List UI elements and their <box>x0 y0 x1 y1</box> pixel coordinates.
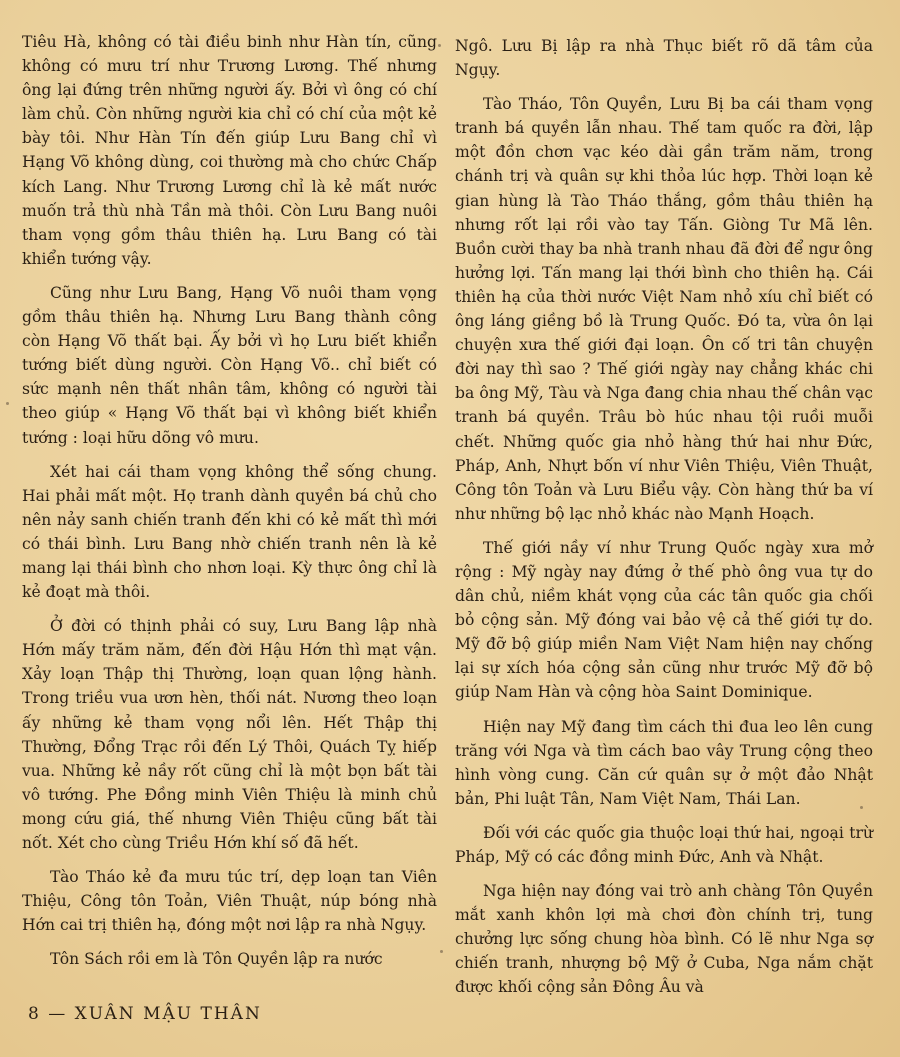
paragraph: Thế giới nầy ví như Trung Quốc ngày xưa mở rộng : Mỹ ngày nay đứng ở thế phò ông vua tự do dân chủ, niềm khát vọng của các tân quốc gia chối bỏ cộng sản. Mỹ đóng vai bảo vệ cả thế giới tự do. Mỹ đỡ bộ giúp miền Nam Việt Nam hiện nay chống lại sự xích hóa cộng sản cũng như trước Mỹ đỡ bộ giúp Nam Hàn và cộng hòa Saint Dominique. <box>455 538 873 702</box>
paragraph: Ở đời có thịnh phải có suy, Lưu Bang lập nhà Hớn mấy trăm năm, đến đời Hậu Hớn thì mạt vận. Xảy loạn Thập thị Thường, loạn quan lộng hành. Trong triều vua ươn hèn, thối nát. Nương theo loạn ấy những kẻ tham vọng nổi lên. Hết Thập thị Thường, Đổng Trạc rồi đến Lý Thôi, Quách Tỵ hiếp vua. Những kẻ nầy rốt cũng chỉ là một bọn bất tài vô tướng. Phe Đồng minh Viên Thiệu là minh chủ mong cứu giá, thế nhưng Viên Thiệu cũng bất tài nốt. Xét cho cùng Triều Hớn khí số đã hết. <box>22 617 437 852</box>
paragraph: Xét hai cái tham vọng không thể sống chung. Hai phải mất một. Họ tranh dành quyền bá chủ cho nên nảy sanh chiến tranh đến khi có kẻ mất thì mới có thái bình. Lưu Bang nhờ chiến tranh nên là kẻ mang lại thái bình cho nhơn loại. Kỳ thực ông chỉ là kẻ đoạt mà thôi. <box>22 462 437 602</box>
paper-speck <box>438 44 441 47</box>
paragraph: Cũng như Lưu Bang, Hạng Võ nuôi tham vọng gồm thâu thiên hạ. Nhưng Lưu Bang thành công còn Hạng Võ thất bại. Ấy bởi vì họ Lưu biết khiển tướng biết dùng người. Còn Hạng Võ.. chỉ biết có sức mạnh nên thất nhân tâm, không có người tài theo giúp « Hạng Võ thất bại vì không biết khiển tướng : loại hữu dõng vô mưu. <box>22 283 437 447</box>
paragraph: Tào Tháo, Tôn Quyền, Lưu Bị ba cái tham vọng tranh bá quyền lẫn nhau. Thế tam quốc ra đời, lập một đồn chơn vạc kéo dài gần trăm năm, trong chánh trị và quân sự khi thỏa lúc hợp. Thời loạn kẻ gian hùng là Tào Tháo thắng, gồm thâu thiên hạ nhưng rốt lại rồi vào tay Tấn. Giòng Tư Mã lên. Buồn cười thay ba nhà tranh nhau đã đời để ngư ông hưởng lợi. Tấn mang lại thới bình cho thiên hạ. Cái thiên hạ của thời nước Việt Nam nhỏ xíu chỉ biết có ông láng giềng bồ là Trung Quốc. Đó ta, vừa ôn lại chuyện xưa thế giới đại loạn. Ôn cố tri tân chuyện đời nay thì sao ? Thế giới ngày nay chẳng khác chi ba ông Mỹ, Tàu và Nga đang chia nhau thế chân vạc tranh bá quyền. Trâu bò húc nhau tội ruồi muỗi chết. Những quốc gia nhỏ hàng thứ hai như Đức, Pháp, Anh, Nhựt bốn ví như Viên Thiệu, Viên Thuật, Công tôn Toản và Lưu Biểu vậy. Còn hàng thứ ba ví như những bộ lạc nhỏ khác nào Mạnh Hoạch. <box>455 95 873 523</box>
page-footer: 8 — XUÂN MẬU THÂN <box>28 1004 262 1024</box>
paper-speck <box>6 402 9 405</box>
paragraph: Đối với các quốc gia thuộc loại thứ hai, ngoại trừ Pháp, Mỹ có các đồng minh Đức, Anh và Nhật. <box>455 823 873 866</box>
paper-speck <box>440 950 443 953</box>
paragraph: Tiêu Hà, không có tài điều binh như Hàn tín, cũng không có mưu trí như Trương Lương. Thế nhưng ông lại đứng trên những người ấy. Bởi vì ông có chí làm chủ. Còn những người kia chỉ có chí của một kẻ bày tôi. Như Hàn Tín đến giúp Lưu Bang chỉ vì Hạng Võ không dùng, coi thường mà cho chức Chấp kích Lang. Như Trương Lương chỉ là kẻ mất nước muốn trả thù nhà Tần mà thôi. Còn Lưu Bang nuôi tham vọng gồm thâu thiên hạ. Lưu Bang có tài khiển tướng vậy. <box>22 33 437 268</box>
paragraph: Nga hiện nay đóng vai trò anh chàng Tôn Quyền mắt xanh khôn lợi mà chơi đòn chính trị, tung chưởng lực sống chung hòa bình. Có lẽ như Nga sợ chiến tranh, nhượng bộ Mỹ ở Cuba, Nga nắm chặt được khối cộng sản Đông Âu và <box>455 882 873 997</box>
paragraph: Tôn Sách rồi em là Tôn Quyền lập ra nước <box>50 950 383 969</box>
right-column <box>455 34 873 1010</box>
paper-speck <box>860 806 863 809</box>
paragraph: Tào Tháo kẻ đa mưu túc trí, dẹp loạn tan Viên Thiệu, Công tôn Toản, Viên Thuật, núp bóng nhà Hớn cai trị thiên hạ, đóng một nơi lập ra nhà Ngụy. <box>22 868 437 935</box>
left-column <box>22 30 437 981</box>
paragraph: Hiện nay Mỹ đang tìm cách thi đua leo lên cung trăng với Nga và tìm cách bao vây Trung cộng theo hình vòng cung. Căn cứ quân sự ở một đảo Nhật bản, Phi luật Tân, Nam Việt Nam, Thái Lan. <box>455 717 873 808</box>
paragraph: Ngô. Lưu Bị lập ra nhà Thục biết rõ dã tâm của Ngụy. <box>455 37 873 80</box>
